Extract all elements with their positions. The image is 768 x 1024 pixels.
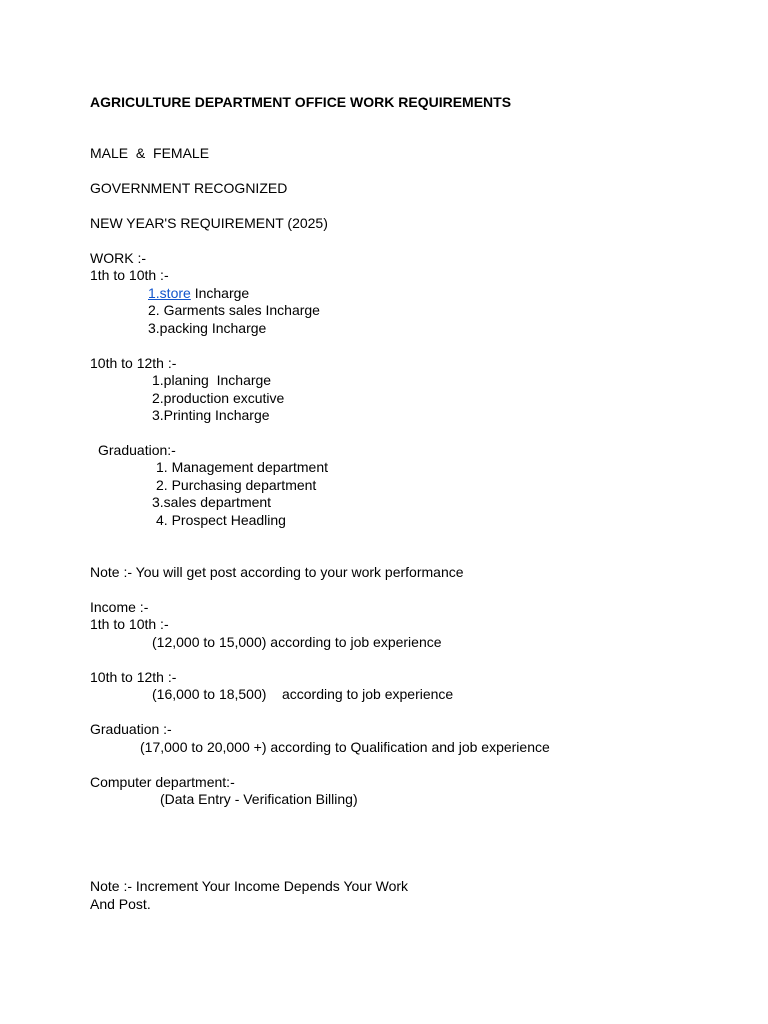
income-group-2-heading: 10th to 12th :- [90,669,177,685]
work-group-1-item-3: 3.packing Incharge [148,320,267,336]
work-group-2-heading: 10th to 12th :- [90,355,177,371]
work-group-1-item-2: 2. Garments sales Incharge [148,302,320,318]
store-link[interactable]: 1.store [148,285,191,301]
work-group-3-item-4: 4. Prospect Headling [156,512,286,528]
income-group-2-range: (16,000 to 18,500) according to job experience [152,686,454,702]
note-performance: Note :- You will get post according to your work performance [90,564,464,580]
work-group-3-item-1: 1. Management department [156,459,328,475]
requirement-year-line: NEW YEAR'S REQUIREMENT (2025) [90,215,328,231]
gender-line: MALE & FEMALE [90,145,210,161]
document-title: AGRICULTURE DEPARTMENT OFFICE WORK REQUIREMENTS [90,94,512,110]
work-group-1-heading: 1th to 10th :- [90,267,169,283]
work-heading: WORK :- [90,250,146,266]
computer-heading: Computer department:- [90,774,235,790]
income-group-3-heading: Graduation :- [90,721,172,737]
work-group-2-item-2: 2.production excutive [152,390,285,406]
income-heading: Income :- [90,599,149,615]
note-increment-line-1: Note :- Increment Your Income Depends Your Work [90,878,409,894]
recognition-line: GOVERNMENT RECOGNIZED [90,180,288,196]
work-group-2-item-3: 3.Printing Incharge [152,407,270,423]
work-group-3-item-2: 2. Purchasing department [156,477,317,493]
store-item-rest: Incharge [190,285,250,301]
income-group-1-range: (12,000 to 15,000) according to job experience [152,634,442,650]
note-increment-line-2: And Post. [90,896,151,912]
income-group-1-heading: 1th to 10th :- [90,616,169,632]
work-group-3-heading: Graduation:- [98,442,176,458]
work-group-3-item-3: 3.sales department [152,494,272,510]
computer-detail: (Data Entry - Verification Billing) [160,791,358,807]
income-group-3-range: (17,000 to 20,000 +) according to Qualification and job experience [140,739,550,755]
work-group-2-item-1: 1.planing Incharge [152,372,272,388]
work-group-1-item-1 [148,285,249,302]
